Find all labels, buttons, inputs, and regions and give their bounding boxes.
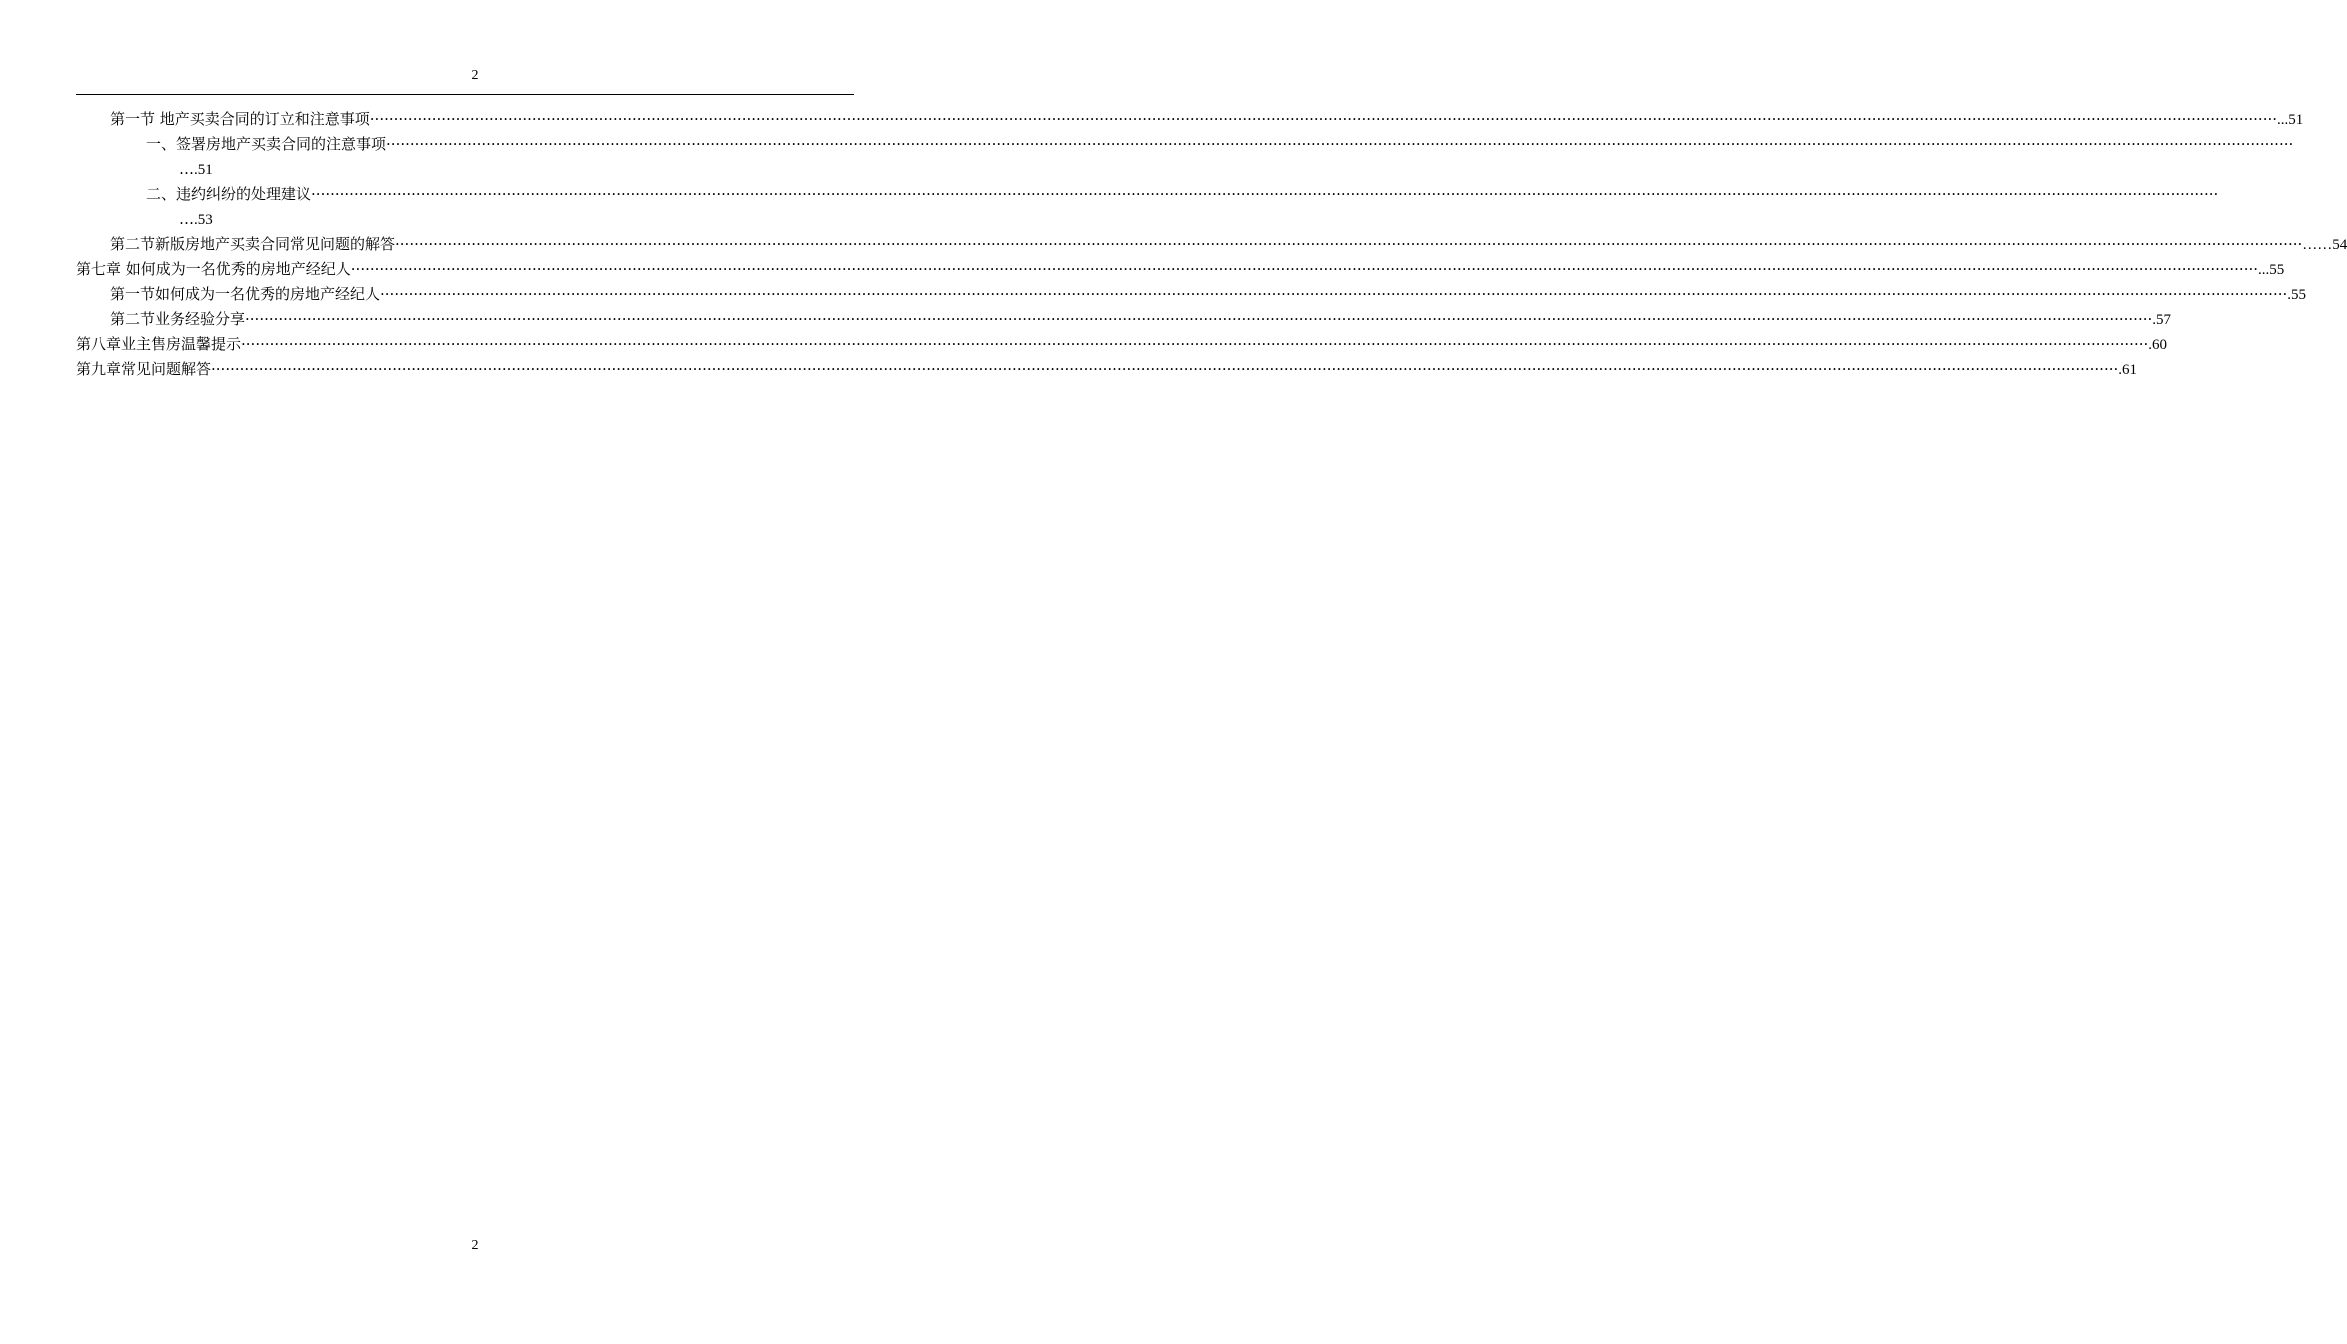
toc-entry-page: .51 [194,162,213,178]
toc-entry-title: 违约纠纷的处理建议 [176,185,312,203]
toc-entry[interactable] [76,232,2347,257]
leader-dots: ················································································································································································································································································································································································································ [311,185,2219,203]
toc-entry-title: 第七章 如何成为一名优秀的房地产经纪人 [76,260,351,278]
toc-entry[interactable] [76,107,2304,132]
leader-dots: ················································································································································································································································································································································································································ [241,335,2149,353]
leader-dots: ················································································································································································································································································································································································································ [386,135,2294,153]
toc-entry-title: 第九章常见问题解答 [76,360,212,378]
toc-entry-title: 第二节业务经验分享 [110,310,246,328]
leader-dots: ················································································································································································································································································································································································································ [395,235,2303,253]
toc-entry-page: ...51 [2277,112,2304,128]
toc-entry-title: 第二节新版房地产买卖合同常见问题的解答 [110,235,396,253]
toc-entry[interactable] [76,357,2137,382]
page-number-top: 2 [471,68,479,83]
toc-entry-title: 第一节 地产买卖合同的订立和注意事项 [110,110,370,128]
toc-entry[interactable] [76,282,2306,307]
toc-entry-page: .57 [2152,312,2171,328]
leader-dots: ················································································································································································································································································································································································································ [245,310,2153,328]
leader-dots: … [179,210,194,228]
toc-entry[interactable] [76,307,2171,332]
leader-dots: ················································································································································································································································································································································································································ [211,360,2119,378]
toc-entry-page: .61 [2118,362,2137,378]
toc-entry-page: .55 [2287,287,2306,303]
toc-entry-title: 第八章业主售房温馨提示 [76,335,242,353]
toc-entry[interactable] [76,332,2167,357]
toc-entry-number: 二、 [146,185,177,203]
toc-entry-title: 签署房地产买卖合同的注意事项 [176,135,387,153]
toc-entry-page: .60 [2148,337,2167,353]
leader-dots: ················································································································································································································································································································································································································ [350,260,2259,278]
toc-entry-page: .53 [194,212,213,228]
toc-entry-title: 第一节如何成为一名优秀的房地产经纪人 [110,285,381,303]
leader-dots: ················································································································································································································································································································································································································ [369,110,2278,128]
toc-entry-continuation [76,157,852,182]
table-of-contents [76,107,2347,382]
toc-entry[interactable] [76,132,2294,157]
toc-entry[interactable] [76,182,2219,207]
header-rule [76,94,854,95]
toc-entry[interactable] [76,257,2285,282]
toc-entry-page: ……54 [2302,237,2347,253]
toc-entry-continuation [76,207,852,232]
leader-dots: … [179,160,194,178]
leader-dots: ················································································································································································································································································································································································································ [380,285,2288,303]
page-number-bottom: 2 [471,1238,479,1253]
toc-entry-number: 一、 [146,135,177,153]
toc-entry-page: ...55 [2258,262,2285,278]
